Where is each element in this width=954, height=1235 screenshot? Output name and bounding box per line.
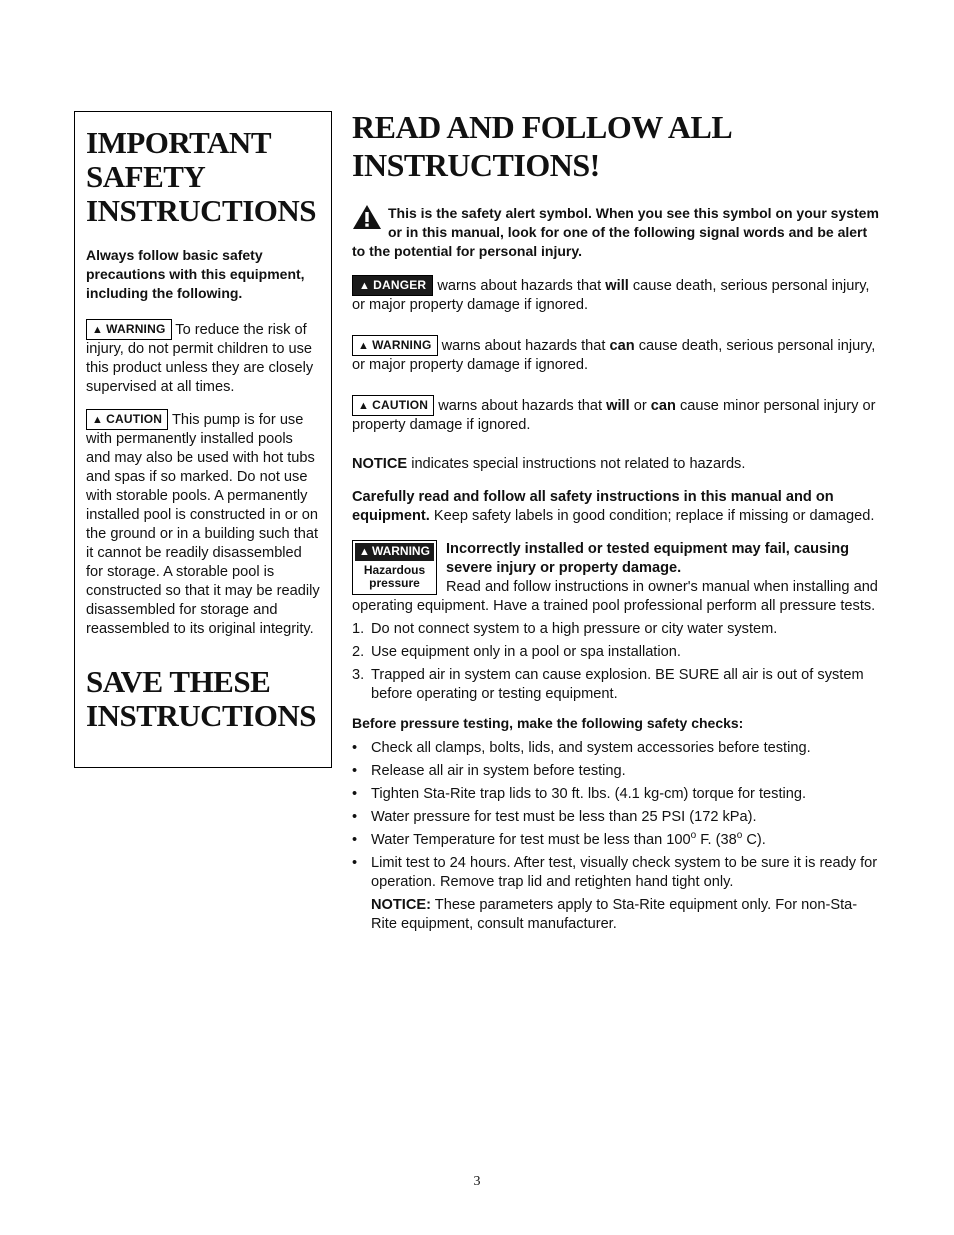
final-notice bbox=[352, 896, 880, 934]
list-item-number: 2. bbox=[352, 644, 365, 660]
save-instructions-title: SAVE THESE INSTRUCTIONS bbox=[86, 664, 317, 733]
list-item bbox=[352, 808, 880, 827]
list-item bbox=[352, 739, 880, 758]
list-item-text: Use equipment only in a pool or spa installation. bbox=[371, 644, 681, 660]
main-column bbox=[352, 108, 880, 948]
bullet: • bbox=[352, 809, 358, 825]
sidebar-caution-paragraph bbox=[86, 409, 320, 639]
temp-text-post: C). bbox=[742, 832, 766, 848]
important-safety-title: IMPORTANT SAFETY INSTRUCTIONS bbox=[86, 125, 317, 228]
bullet: • bbox=[352, 786, 358, 802]
hazard-label-top-text: WARNING bbox=[371, 544, 430, 558]
safety-alert-text: This is the safety alert symbol. When you see this symbol on your system or in this manual, look for one of the following signal words and be alert to the potential for personal injury. bbox=[352, 205, 879, 259]
pressure-warning-block bbox=[352, 540, 880, 616]
pressure-warning-body: Read and follow instructions in owner's manual when installing and operating equipment. Have a trained pool professional perform all pressure tests. bbox=[352, 579, 878, 614]
safety-alert-paragraph bbox=[352, 204, 880, 261]
hazard-label-bottom: Hazardous pressure bbox=[363, 563, 426, 590]
degree-sup: o bbox=[690, 830, 697, 841]
warning-triangle-icon: ▲ bbox=[92, 324, 104, 336]
caution-text-post: cause minor personal injury or property damage if ignored. bbox=[352, 398, 876, 433]
safety-alert-icon bbox=[352, 204, 382, 230]
pressure-warning-bold: Incorrectly installed or tested equipment may fail, causing severe injury or property damage. bbox=[446, 541, 850, 576]
main-title: READ AND FOLLOW ALL INSTRUCTIONS! bbox=[352, 109, 731, 183]
caution-text-bold-can: can bbox=[650, 398, 676, 414]
warning-label bbox=[86, 319, 172, 340]
bullet: • bbox=[352, 740, 358, 756]
danger-label bbox=[352, 275, 433, 296]
safety-checks-list bbox=[352, 739, 880, 892]
warning-label-main bbox=[352, 335, 438, 356]
danger-text-post: cause death, serious personal injury, or major property damage if ignored. bbox=[352, 278, 870, 313]
notice-bold: NOTICE bbox=[352, 456, 408, 472]
list-item bbox=[352, 666, 880, 704]
list-item-number: 3. bbox=[352, 667, 365, 683]
caution-triangle-icon: ▲ bbox=[358, 400, 370, 412]
list-item-text: Water pressure for test must be less than 25 PSI (172 kPa). bbox=[371, 809, 757, 825]
page-number: 3 bbox=[473, 1174, 481, 1189]
caution-definition bbox=[352, 395, 880, 435]
warning-triangle-icon: ▲ bbox=[358, 340, 370, 352]
caution-label-main bbox=[352, 395, 434, 416]
hazard-label-top bbox=[355, 543, 434, 561]
list-item-text: Limit test to 24 hours. After test, visually check system to be sure it is ready for operation. Remove trap lid and retighten hand tight only. bbox=[371, 855, 878, 890]
list-item-text: Trapped air in system can cause explosion. BE SURE all air is out of system before operating or testing equipment. bbox=[371, 667, 864, 702]
caution-text-bold-will: will bbox=[606, 398, 630, 414]
list-item-text: Do not connect system to a high pressure or city water system. bbox=[371, 621, 778, 637]
sidebar-warning-text: To reduce the risk of injury, do not permit children to use this product unless they are closely supervised at all times. bbox=[86, 322, 314, 395]
list-item-text: Check all clamps, bolts, lids, and system accessories before testing. bbox=[371, 740, 811, 756]
caution-text-pre: warns about hazards that bbox=[438, 398, 607, 414]
sidebar-caution-text: This pump is for use with permanently installed pools and may also be used with hot tubs and spas if so marked. Do not use with storable pools. A permanently installed pool is constructed in or on the ground or in a building such that it cannot be readily disassembled for storage. A storable pool is constructed so that it may be readily disassembled for storage and reassembled to its original integrity. bbox=[86, 412, 320, 637]
list-item-text: Tighten Sta-Rite trap lids to 30 ft. lbs. (4.1 kg-cm) torque for testing. bbox=[371, 786, 807, 802]
pressure-numbered-list bbox=[352, 620, 880, 704]
caution-label-text: CAUTION bbox=[106, 412, 163, 426]
notice-definition bbox=[352, 455, 880, 474]
warning-text-pre: warns about hazards that bbox=[441, 338, 610, 354]
list-item-number: 1. bbox=[352, 621, 365, 637]
bullet: • bbox=[352, 855, 358, 871]
careful-read-paragraph bbox=[352, 488, 880, 526]
final-notice-text: These parameters apply to Sta-Rite equipment only. For non-Sta-Rite equipment, consult manufacturer. bbox=[371, 897, 858, 932]
danger-text-pre: warns about hazards that bbox=[437, 278, 606, 294]
caution-text-mid: or bbox=[629, 398, 651, 414]
final-notice-bold: NOTICE: bbox=[371, 897, 431, 913]
warning-text-bold: can bbox=[609, 338, 635, 354]
sidebar-warning-paragraph bbox=[86, 319, 320, 397]
sidebar-intro: Always follow basic safety precautions with this equipment, including the following. bbox=[86, 247, 305, 301]
danger-triangle-icon: ▲ bbox=[359, 280, 371, 292]
danger-label-text: DANGER bbox=[373, 278, 427, 292]
danger-definition bbox=[352, 275, 880, 315]
list-item bbox=[352, 620, 880, 639]
caution-label bbox=[86, 409, 168, 430]
list-item bbox=[352, 762, 880, 781]
caution-triangle-icon: ▲ bbox=[92, 414, 104, 426]
careful-bold: Carefully read and follow all safety instructions in this manual and on equipment. bbox=[352, 489, 834, 524]
bullet: • bbox=[352, 832, 358, 848]
hazardous-pressure-label bbox=[352, 540, 437, 595]
list-item bbox=[352, 831, 880, 850]
temp-text-mid: F. (38 bbox=[696, 832, 737, 848]
temp-text-pre: Water Temperature for test must be less than 100 bbox=[371, 832, 691, 848]
warning-definition bbox=[352, 335, 880, 375]
list-item-text: Release all air in system before testing. bbox=[371, 763, 626, 779]
notice-text: indicates special instructions not related to hazards. bbox=[407, 456, 746, 472]
bullet: • bbox=[352, 763, 358, 779]
caution-label-main-text: CAUTION bbox=[372, 398, 429, 412]
list-item bbox=[352, 643, 880, 662]
warning-label-main-text: WARNING bbox=[372, 338, 432, 352]
safety-sidebar-box bbox=[74, 111, 332, 768]
danger-text-bold: will bbox=[605, 278, 629, 294]
warning-label-text: WARNING bbox=[106, 322, 166, 336]
safety-checks-heading: Before pressure testing, make the following safety checks: bbox=[352, 715, 744, 731]
list-item bbox=[352, 785, 880, 804]
careful-text: Keep safety labels in good condition; replace if missing or damaged. bbox=[429, 508, 875, 524]
warning-text-post: cause death, serious personal injury, or major property damage if ignored. bbox=[352, 338, 876, 373]
hazard-triangle-icon: ▲ bbox=[359, 546, 370, 558]
degree-sup: o bbox=[736, 830, 743, 841]
list-item bbox=[352, 854, 880, 892]
